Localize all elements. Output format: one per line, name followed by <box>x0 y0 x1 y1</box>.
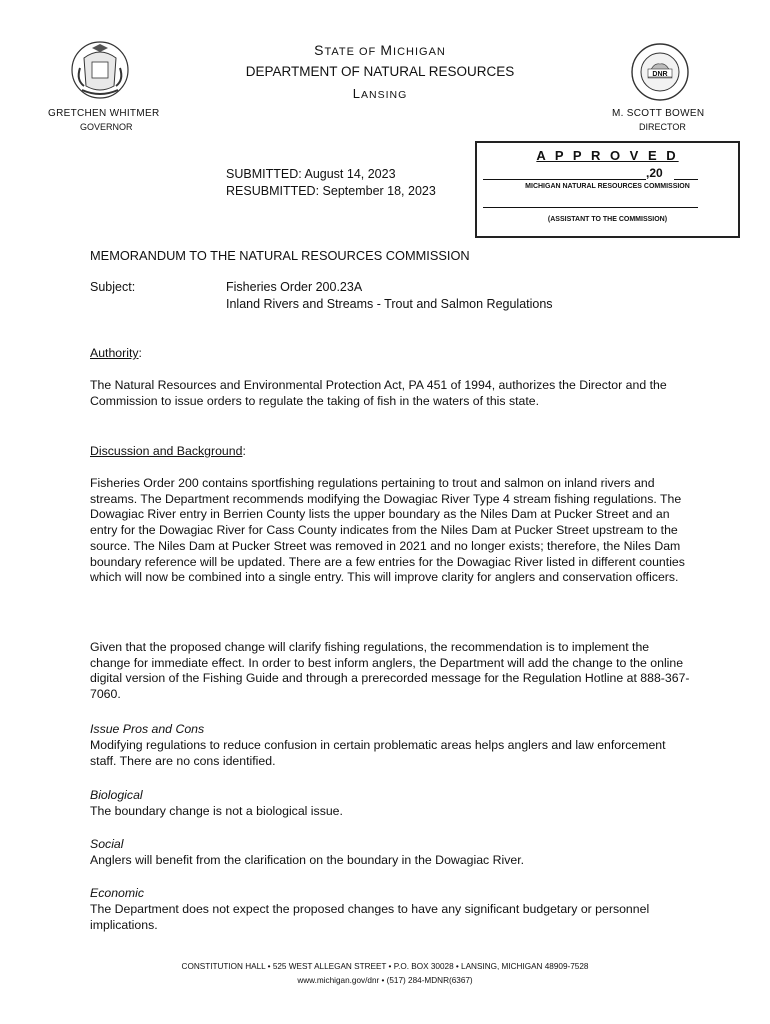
city-rest: ANSING <box>360 89 408 101</box>
authority-colon: : <box>138 346 142 360</box>
governor-name: GRETCHEN WHITMER <box>48 108 160 119</box>
memo-heading: MEMORANDUM TO THE NATURAL RESOURCES COMMISSION <box>90 248 470 263</box>
biological-heading: Biological <box>90 788 143 802</box>
michigan-state-seal <box>70 40 130 100</box>
discussion-paragraph-1: Fisheries Order 200 contains sportfishing regulations pertaining to trout and salmon on inland rivers and streams. The Department recommends modifying the Dowagiac River Type 4 stream fishing regulations. The Dowagiac River entry in Berrien County lists the upper boundary as the Niles Dam at Pucker Street and an entry for the Dowagiac River for Cass County indicates from the Niles Dam at Pucker Street upstream to the source. The Niles Dam at Pucker Street was removed in 2021 and no longer exists; therefore, the Niles Dam boundary reference will be updated. There are a few entries for the Dowagiac River listed in different counties which will now be combined into a single entry. This will improve clarity for anglers and conservation officers. <box>90 476 685 585</box>
michigan-initial: M <box>380 42 394 58</box>
approval-box <box>475 141 740 238</box>
city-heading <box>200 86 560 101</box>
subject-description: Inland Rivers and Streams - Trout and Salmon Regulations <box>226 297 553 311</box>
discussion-paragraph-2: Given that the proposed change will clarify fishing regulations, the recommendation is to implement the change for immediate effect. In order to best inform anglers, the Department will add the change to the online digital version of the Fishing Guide and through a prerecorded message for the Regulation Hotline at 888-367-7060. <box>90 640 690 702</box>
discussion-heading-text: Discussion and Background <box>90 444 243 458</box>
department-name: DEPARTMENT OF NATURAL RESOURCES <box>245 64 515 79</box>
approval-year-line <box>674 179 698 180</box>
pros-cons-paragraph: Modifying regulations to reduce confusion in certain problematic areas helps anglers and law enforcement staff. There are no cons identified. <box>90 738 666 768</box>
footer-address: CONSTITUTION HALL • 525 WEST ALLEGAN STREET • P.O. BOX 30028 • LANSING, MICHIGAN 48909-7528 <box>181 962 589 971</box>
authority-paragraph: The Natural Resources and Environmental Protection Act, PA 451 of 1994, authorizes the Director and the Commission to issue orders to regulate the taking of fish in the waters of this state. <box>90 378 667 408</box>
assistant-caption: (ASSISTANT TO THE COMMISSION) <box>547 216 668 223</box>
assistant-signature-line <box>483 207 698 208</box>
social-heading: Social <box>90 837 124 851</box>
discussion-heading <box>90 444 690 460</box>
approval-date-line <box>483 179 646 180</box>
commission-caption: MICHIGAN NATURAL RESOURCES COMMISSION <box>525 183 690 190</box>
resubmitted-date: RESUBMITTED: September 18, 2023 <box>226 184 436 198</box>
michigan-rest: ICHIGAN <box>393 46 446 58</box>
director-name: M. SCOTT BOWEN <box>612 108 705 119</box>
authority-heading <box>90 346 690 362</box>
footer-contact: www.michigan.gov/dnr • (517) 284-MDNR(6367) <box>297 976 473 985</box>
state-initial: S <box>314 42 325 58</box>
social-paragraph: Anglers will benefit from the clarification on the boundary in the Dowagiac River. <box>90 853 525 867</box>
authority-heading-text: Authority <box>90 346 139 360</box>
subject-order: Fisheries Order 200.23A <box>226 280 363 294</box>
biological-paragraph: The boundary change is not a biological issue. <box>90 804 343 818</box>
approval-year-prefix: ,20 <box>646 166 663 180</box>
governor-title: GOVERNOR <box>80 122 133 132</box>
state-rest: TATE OF <box>324 46 381 58</box>
submitted-date: SUBMITTED: August 14, 2023 <box>226 167 396 181</box>
economic-paragraph: The Department does not expect the proposed changes to have any significant budgetary or personnel implications. <box>90 902 650 932</box>
director-title: DIRECTOR <box>639 122 686 132</box>
dnr-seal-text: DNR <box>652 71 668 78</box>
approved-title: A P P R O V E D <box>536 148 679 163</box>
dnr-seal <box>630 42 690 102</box>
subject-label: Subject: <box>90 280 136 294</box>
economic-heading: Economic <box>90 886 144 900</box>
state-heading <box>200 42 560 58</box>
pros-cons-heading: Issue Pros and Cons <box>90 722 205 736</box>
discussion-colon: : <box>242 444 246 458</box>
city-initial: L <box>352 86 361 101</box>
